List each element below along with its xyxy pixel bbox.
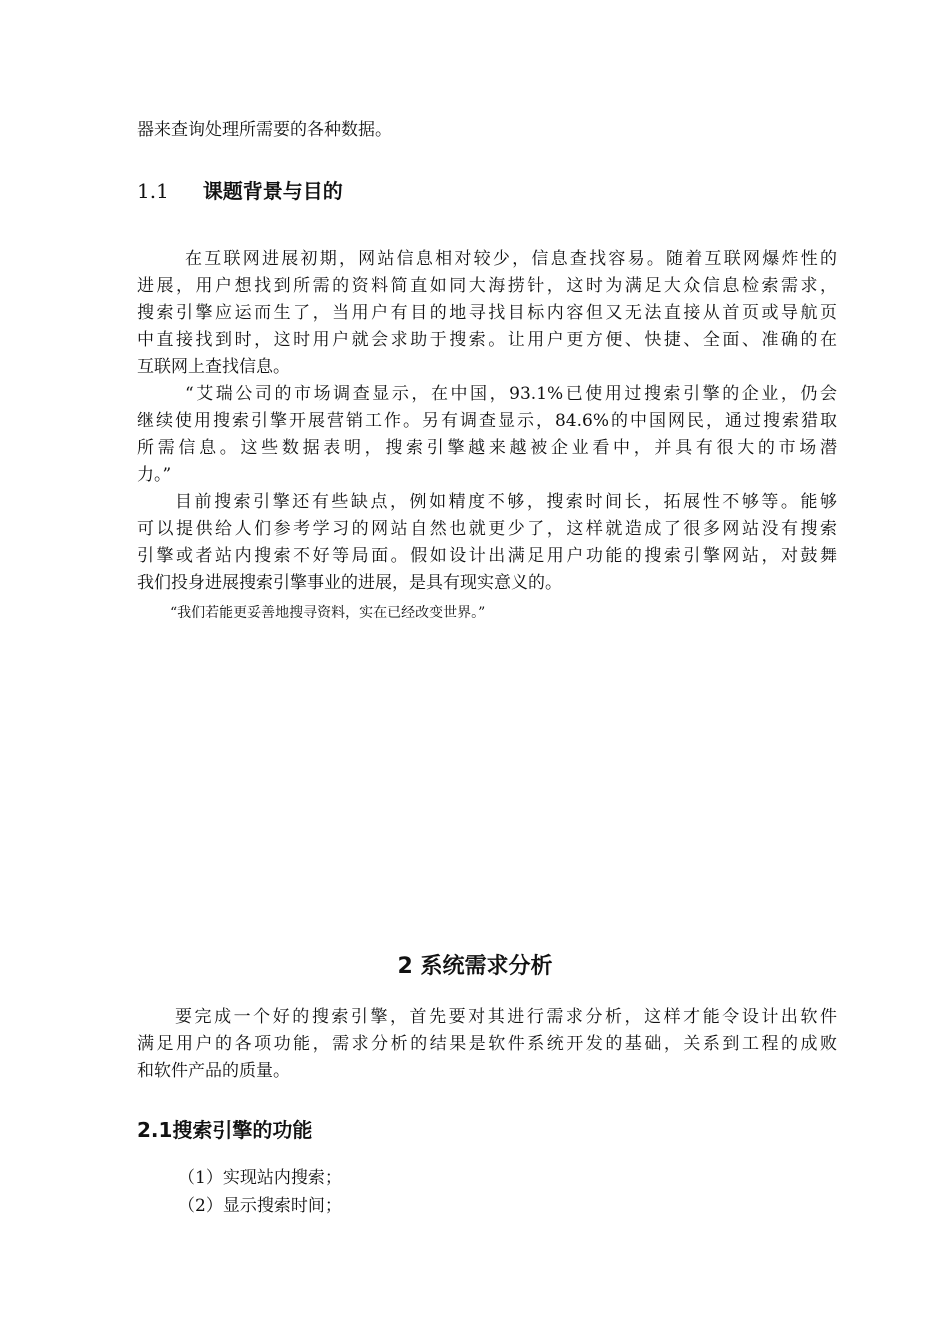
paragraph-line: 中直接找到时，这时用户就会求助于搜索。让用户更方便、快捷、全面、准确的在 <box>137 330 837 350</box>
paragraph-line: 继续使用搜索引擎开展营销工作。另有调查显示，84.6%的中国网民，通过搜索猎取 <box>137 411 837 431</box>
intro-tail-text: 器来查询处理所需要的各种数据。 <box>137 120 392 140</box>
paragraph-line: 所需信息。这些数据表明，搜索引擎越来越被企业看中，并具有很大的市场潜 <box>137 438 837 458</box>
paragraph-line: 和软件产品的质量。 <box>137 1061 290 1081</box>
paragraph-line: 力。” <box>137 465 172 485</box>
list-item: （2）显示搜索时间； <box>178 1196 342 1216</box>
paragraph-line: 搜索引擎应运而生了，当用户有目的地寻找目标内容但又无法直接从首页或导航页 <box>137 303 837 323</box>
paragraph-line: 满足用户的各项功能，需求分析的结果是软件系统开发的基础，关系到工程的成败 <box>137 1034 837 1054</box>
section-2-1-heading: 2.1搜索引擎的功能 <box>137 1118 313 1142</box>
paragraph-line: 进展，用户想找到所需的资料简直如同大海捞针，这时为满足大众信息检索需求， <box>137 276 837 296</box>
section-title: 课题背景与目的 <box>202 179 343 203</box>
paragraph-line: 引擎或者站内搜索不好等局面。假如设计出满足用户功能的搜索引擎网站，对鼓舞 <box>137 546 837 566</box>
paragraph-line: 在互联网进展初期，网站信息相对较少，信息查找容易。随着互联网爆炸性的 <box>185 249 837 269</box>
chapter-2-heading: 2 系统需求分析 <box>397 954 553 979</box>
section-number: 1.1 <box>137 179 169 203</box>
paragraph-line: 互联网上查找信息。 <box>137 357 290 377</box>
paragraph-line: 目前搜索引擎还有些缺点，例如精度不够，搜索时间长，拓展性不够等。能够 <box>175 492 837 512</box>
paragraph-line: 我们投身进展搜索引擎事业的进展，是具有现实意义的。 <box>137 573 562 593</box>
paragraph-line: 可以提供给人们参考学习的网站自然也就更少了，这样就造成了很多网站没有搜索 <box>137 519 837 539</box>
section-1-1-heading <box>137 176 343 206</box>
quote-text: “我们若能更妥善地搜寻资料，实在已经改变世界。” <box>170 605 486 621</box>
list-item: （1）实现站内搜索； <box>178 1168 342 1188</box>
paragraph-line: 要完成一个好的搜索引擎，首先要对其进行需求分析，这样才能令设计出软件 <box>175 1007 837 1027</box>
paragraph-line: “艾瑞公司的市场调查显示，在中国，93.1%已使用过搜索引擎的企业，仍会 <box>185 384 837 404</box>
